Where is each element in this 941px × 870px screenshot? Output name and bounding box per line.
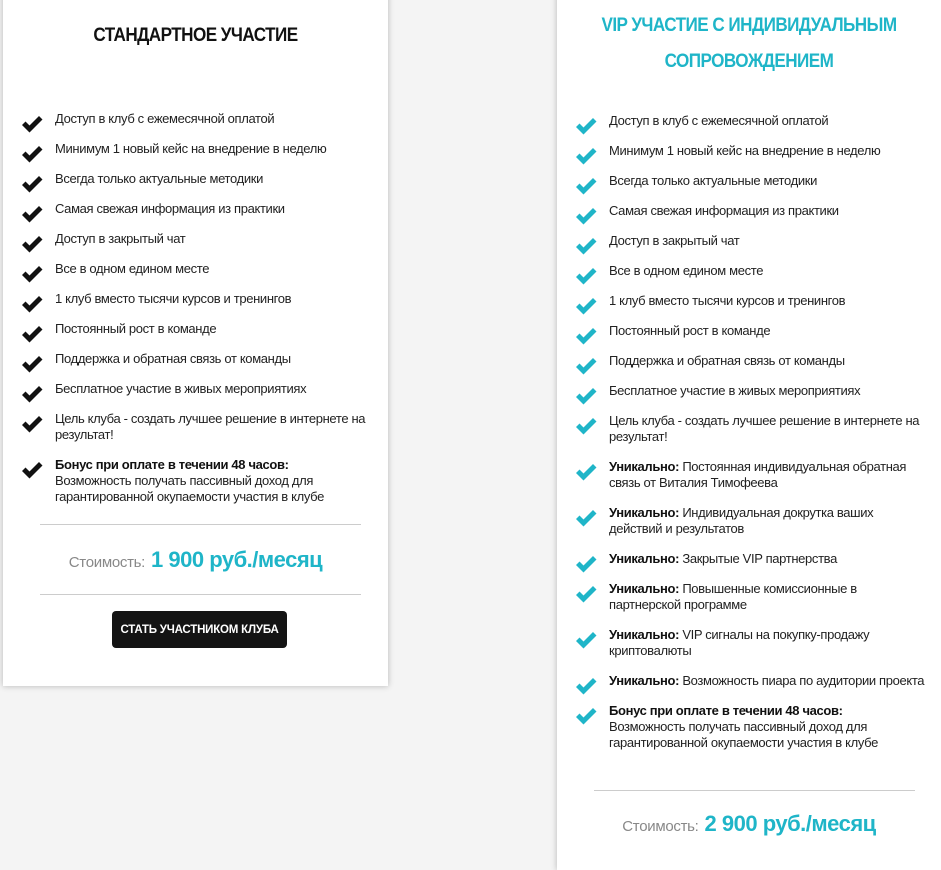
check-icon-teal: [575, 677, 597, 695]
join-club-button[interactable]: СТАТЬ УЧАСТНИКОМ КЛУБА: [112, 611, 287, 648]
vip-plan-title: VIP УЧАСТИЕ С ИНДИВИДУАЛЬНЫМ СОПРОВОЖДЕНИЕМ: [601, 15, 897, 72]
feature-item: [21, 261, 371, 277]
feature-item: [575, 293, 925, 309]
check-icon-black: [21, 265, 43, 283]
feature-text: Постоянный рост в команде: [609, 323, 771, 338]
unique-label: Уникально:: [609, 627, 680, 642]
unique-label: Уникально:: [609, 551, 680, 566]
vip-plan-card: [557, 0, 941, 870]
check-icon-black: [21, 325, 43, 343]
feature-text: Постоянная индивидуальная обратная связь от Виталия Тимофеева: [609, 459, 907, 490]
feature-text: Доступ в клуб с ежемесячной оплатой: [609, 113, 829, 128]
bonus-title: Бонус при оплате в течении 48 часов:: [55, 457, 289, 472]
check-icon-teal: [575, 631, 597, 649]
feature-item: [21, 231, 371, 247]
bonus-text: Возможность получать пассивный доход для гарантированной окупаемости участия в клубе: [609, 719, 878, 750]
unique-feature-item: [575, 459, 925, 491]
standard-feature-list: [21, 111, 371, 519]
feature-item: [575, 203, 925, 219]
feature-text: Закрытые VIP партнерства: [682, 551, 837, 566]
check-icon-teal: [575, 147, 597, 165]
feature-item: [21, 201, 371, 217]
feature-item: [575, 143, 925, 159]
price-label: Стоимость:: [68, 554, 146, 571]
check-icon-black: [21, 415, 43, 433]
feature-text: Всегда только актуальные методики: [55, 171, 263, 186]
feature-text: Возможность пиара по аудитории проекта: [682, 673, 925, 688]
feature-text: 1 клуб вместо тысячи курсов и тренингов: [55, 291, 292, 306]
divider: [40, 594, 361, 595]
check-icon-teal: [575, 463, 597, 481]
unique-label: Уникально:: [609, 505, 680, 520]
check-icon-black: [21, 145, 43, 163]
check-icon-teal: [575, 387, 597, 405]
feature-text: Индивидуальная докрутка ваших действий и результатов: [609, 505, 874, 536]
feature-text: Все в одном едином месте: [55, 261, 210, 276]
unique-feature-item: [575, 673, 925, 689]
divider: [594, 790, 915, 791]
feature-item: [21, 141, 371, 157]
feature-text: Поддержка и обратная связь от команды: [609, 353, 845, 368]
check-icon-black: [21, 115, 43, 133]
bonus-item: [21, 457, 371, 505]
feature-text: Самая свежая информация из практики: [55, 201, 285, 216]
feature-text: Самая свежая информация из практики: [609, 203, 839, 218]
feature-text: Цель клуба - создать лучшее решение в интернете на результат!: [55, 411, 366, 442]
feature-text: Бесплатное участие в живых мероприятиях: [55, 381, 307, 396]
check-icon-teal: [575, 417, 597, 435]
feature-item: [575, 173, 925, 189]
standard-price: [3, 547, 388, 573]
vip-price: [557, 811, 941, 837]
feature-text: Все в одном едином месте: [609, 263, 764, 278]
check-icon-teal: [575, 357, 597, 375]
feature-item: [21, 351, 371, 367]
check-icon-teal: [575, 267, 597, 285]
check-icon-black: [21, 355, 43, 373]
bonus-text: Возможность получать пассивный доход для гарантированной окупаемости участия в клубе: [55, 473, 324, 504]
feature-text: Цель клуба - создать лучшее решение в интернете на результат!: [609, 413, 920, 444]
check-icon-teal: [575, 509, 597, 527]
price-value: 2 900 руб./месяц: [704, 811, 876, 836]
check-icon-black: [21, 205, 43, 223]
feature-text: Повышенные комиссионные в партнерской программе: [609, 581, 857, 612]
feature-text: Всегда только актуальные методики: [609, 173, 817, 188]
feature-item: [21, 411, 371, 443]
unique-feature-item: [575, 505, 925, 537]
feature-item: [575, 113, 925, 129]
feature-item: [575, 353, 925, 369]
bonus-title: Бонус при оплате в течении 48 часов:: [609, 703, 843, 718]
check-icon-teal: [575, 585, 597, 603]
unique-label: Уникально:: [609, 673, 680, 688]
feature-text: Минимум 1 новый кейс на внедрение в неделю: [55, 141, 327, 156]
feature-item: [575, 383, 925, 399]
unique-feature-item: [575, 581, 925, 613]
price-value: 1 900 руб./месяц: [151, 547, 323, 572]
feature-text: Поддержка и обратная связь от команды: [55, 351, 291, 366]
feature-text: Бесплатное участие в живых мероприятиях: [609, 383, 861, 398]
divider: [40, 524, 361, 525]
check-icon-teal: [575, 177, 597, 195]
feature-item: [575, 233, 925, 249]
feature-item: [21, 171, 371, 187]
check-icon-teal: [575, 555, 597, 573]
check-icon-teal: [575, 237, 597, 255]
feature-text: Минимум 1 новый кейс на внедрение в неделю: [609, 143, 881, 158]
unique-label: Уникально:: [609, 581, 680, 596]
unique-feature-item: [575, 551, 925, 567]
feature-text: 1 клуб вместо тысячи курсов и тренингов: [609, 293, 846, 308]
unique-label: Уникально:: [609, 459, 680, 474]
feature-text: VIP сигналы на покупку-продажу криптовалюты: [609, 627, 870, 658]
check-icon-teal: [575, 327, 597, 345]
feature-item: [575, 413, 925, 445]
feature-text: Доступ в закрытый чат: [609, 233, 740, 248]
bonus-item: [575, 703, 925, 751]
check-icon-teal: [575, 297, 597, 315]
check-icon-teal: [575, 207, 597, 225]
feature-item: [21, 111, 371, 127]
feature-text: Доступ в закрытый чат: [55, 231, 186, 246]
check-icon-black: [21, 235, 43, 253]
unique-feature-item: [575, 627, 925, 659]
check-icon-teal: [575, 707, 597, 725]
standard-plan-card: [3, 0, 388, 686]
check-icon-black: [21, 175, 43, 193]
feature-text: Доступ в клуб с ежемесячной оплатой: [55, 111, 275, 126]
vip-feature-list: [575, 113, 925, 765]
check-icon-black: [21, 461, 43, 479]
feature-item: [575, 323, 925, 339]
price-label: Стоимость:: [622, 818, 699, 835]
feature-item: [21, 321, 371, 337]
check-icon-black: [21, 385, 43, 403]
feature-item: [21, 381, 371, 397]
feature-item: [21, 291, 371, 307]
feature-text: Постоянный рост в команде: [55, 321, 217, 336]
standard-plan-title: СТАНДАРТНОЕ УЧАСТИЕ: [93, 25, 298, 46]
check-icon-teal: [575, 117, 597, 135]
check-icon-black: [21, 295, 43, 313]
feature-item: [575, 263, 925, 279]
